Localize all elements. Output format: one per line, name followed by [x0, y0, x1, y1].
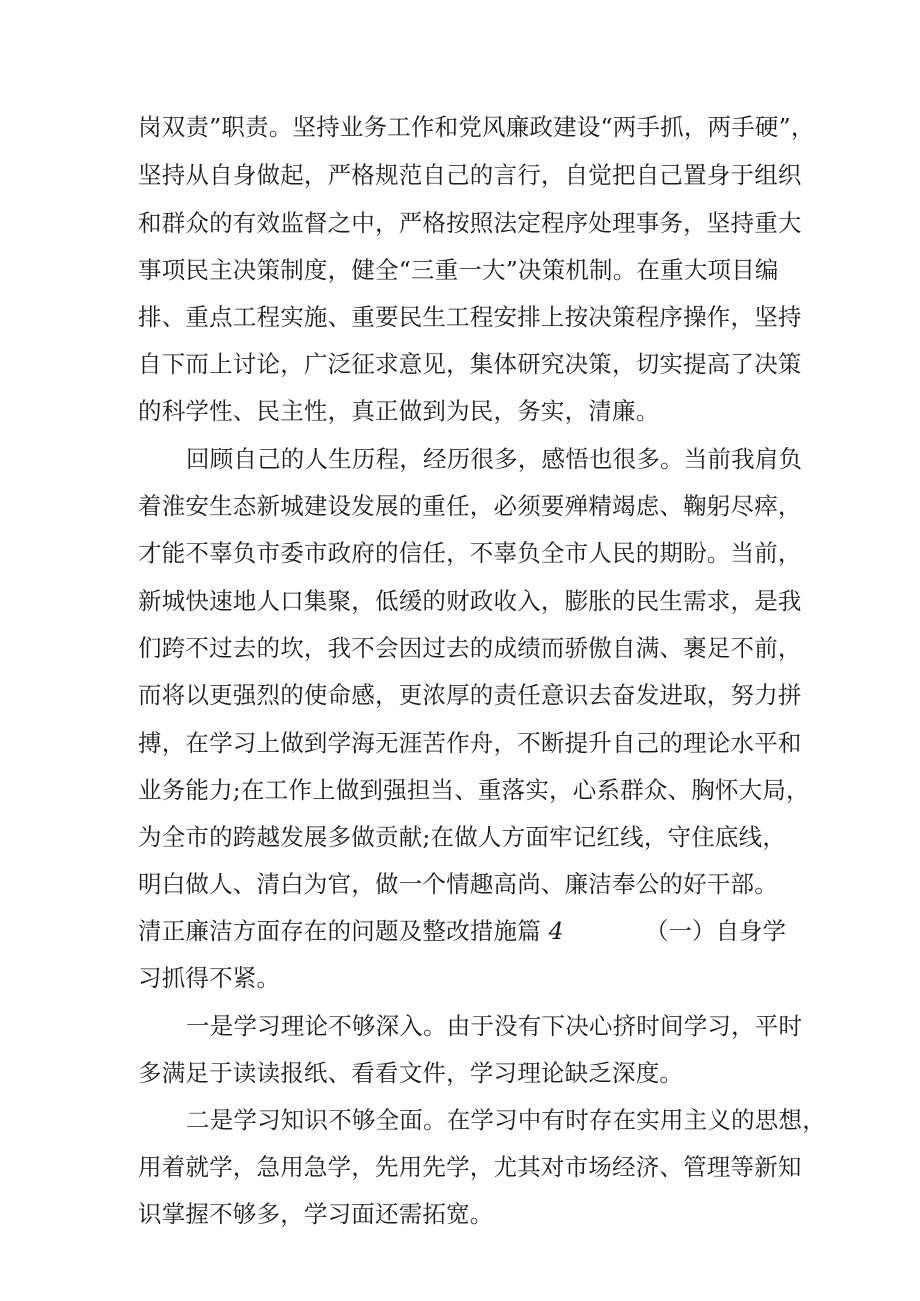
paragraph-2-line: 为全市的跨越发展多做贡献;在做人方面牢记红线，守住底线，: [138, 823, 787, 851]
section-heading-number: 4: [548, 917, 564, 945]
paragraph-2-line: 才能不辜负市委市政府的信任，不辜负全市人民的期盼。当前，: [138, 539, 802, 567]
paragraph-1-line: 和群众的有效监督之中，严格按照法定程序处理事务，坚持重大: [138, 209, 802, 237]
paragraph-3-line: 一是学习理论不够深入。由于没有下决心挤时间学习，平时: [186, 1012, 803, 1040]
paragraph-1-line: 事项民主决策制度，健全“三重一大”决策机制。在重大项目编: [138, 256, 779, 284]
paragraph-2-line: 明白做人、清白为官，做一个情趣高尚、廉洁奉公的好干部。: [138, 870, 778, 898]
section-heading-text: 清正廉洁方面存在的问题及整改措施篇: [138, 917, 541, 945]
paragraph-2-line: 新城快速地人口集聚，低缓的财政收入，膨胀的民生需求，是我: [138, 587, 802, 615]
subsection-heading: （一）自身学: [645, 917, 786, 945]
paragraph-1-line: 的科学性、民主性，真正做到为民，务实，清廉。: [138, 397, 660, 425]
paragraph-4-line: 识掌握不够多，学习面还需拓宽。: [138, 1200, 494, 1228]
section-heading: [138, 916, 564, 946]
paragraph-3-line: 多满足于读读报纸、看看文件，学习理论缺乏深度。: [138, 1059, 684, 1087]
paragraph-1-line: 坚持从自身做起，严格规范自己的言行，自觉把自己置身于组织: [138, 161, 802, 189]
paragraph-1-line: 自下而上讨论，广泛征求意见，集体研究决策，切实提高了决策: [138, 350, 802, 378]
paragraph-2-line: 们跨不过去的坎，我不会因过去的成绩而骄傲自满、裹足不前，: [138, 634, 802, 662]
subsection-heading-continued: 习抓得不紧。: [138, 964, 281, 992]
paragraph-1-line: 排、重点工程实施、重要民生工程安排上按决策程序操作，坚持: [138, 303, 802, 331]
paragraph-2-line: 回顾自己的人生历程，经历很多，感悟也很多。当前我肩负: [186, 445, 803, 473]
paragraph-2-line: 业务能力;在工作上做到强担当、重落实，心系群众、胸怀大局，: [138, 776, 810, 804]
paragraph-4-line: 用着就学，急用急学，先用先学，尤其对市场经济、管理等新知: [138, 1153, 802, 1181]
paragraph-2-line: 着淮安生态新城建设发展的重任，必须要殚精竭虑、鞠躬尽瘁，: [138, 492, 802, 520]
paragraph-1-line: 岗双责”职责。坚持业务工作和党风廉政建设“两手抓，两手硬”，: [138, 113, 815, 141]
paragraph-4-line: 二是学习知识不够全面。在学习中有时存在实用主义的思想，: [186, 1106, 826, 1134]
paragraph-2-line: 搏，在学习上做到学海无涯苦作舟，不断提升自己的理论水平和: [138, 729, 802, 757]
paragraph-2-line: 而将以更强烈的使命感，更浓厚的责任意识去奋发进取，努力拼: [138, 681, 802, 709]
